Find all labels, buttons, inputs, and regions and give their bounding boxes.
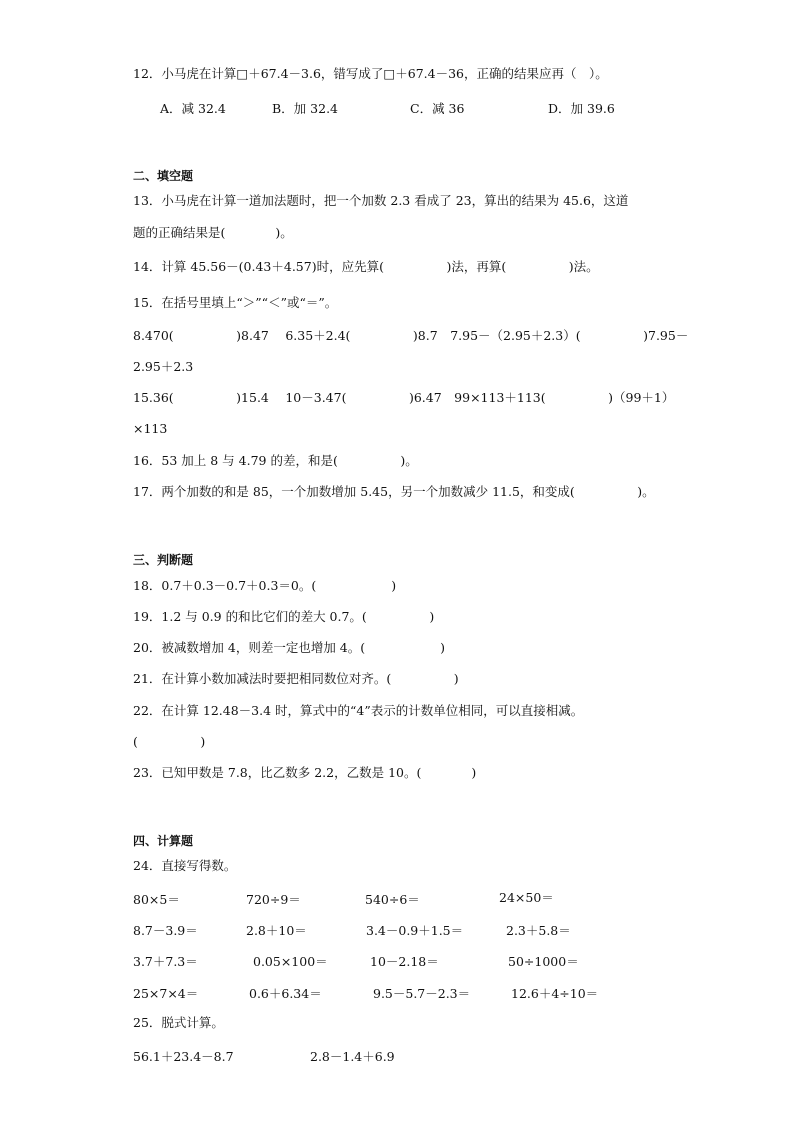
question-13-line2: 题的正确结果是( )。 (133, 225, 293, 240)
q24-item: 10－2.18＝ (370, 954, 439, 969)
q24-item: 80×5＝ (133, 892, 180, 907)
question-16: 16．53 加上 8 与 4.79 的差，和是( )。 (133, 453, 418, 468)
q24-item: 25×7×4＝ (133, 986, 199, 1001)
question-20: 20．被减数增加 4，则差一定也增加 4。( ) (133, 640, 446, 655)
question-22-line1: 22．在计算 12.48－3.4 时，算式中的“4”表示的计数单位相同，可以直接相减。 (133, 703, 584, 718)
question-24-title: 24．直接写得数。 (133, 858, 237, 873)
question-15-row2-cont: ×113 (133, 421, 168, 436)
q12-option-c: C．减 36 (410, 101, 465, 116)
q24-item: 0.6＋6.34＝ (249, 986, 322, 1001)
q24-item: 3.4－0.9＋1.5＝ (366, 923, 464, 938)
q25-item: 56.1＋23.4－8.7 (133, 1049, 234, 1064)
question-12: 12．小马虎在计算□＋67.4－3.6，错写成了□＋67.4－36，正确的结果应再（ ）。 (133, 66, 608, 81)
q24-item: 9.5－5.7－2.3＝ (373, 986, 471, 1001)
q24-item: 8.7－3.9＝ (133, 923, 198, 938)
question-19: 19．1.2 与 0.9 的和比它们的差大 0.7。( ) (133, 609, 435, 624)
q25-item: 2.8－1.4＋6.9 (310, 1049, 395, 1064)
question-15-title: 15．在括号里填上“＞”“＜”或“＝”。 (133, 295, 338, 310)
section-title-judgement: 三、判断题 (133, 553, 194, 567)
question-13-line1: 13．小马虎在计算一道加法题时，把一个加数 2.3 看成了 23，算出的结果为 45.6，这道 (133, 193, 629, 208)
q12-option-b: B．加 32.4 (272, 101, 338, 116)
q24-item: 0.05×100＝ (253, 954, 328, 969)
question-15-row1-cont: 2.95＋2.3 (133, 359, 194, 374)
question-23: 23．已知甲数是 7.8，比乙数多 2.2，乙数是 10。( ) (133, 765, 477, 780)
section-title-calculation: 四、计算题 (133, 834, 194, 848)
q24-item: 720÷9＝ (246, 892, 301, 907)
q12-option-a: A．减 32.4 (160, 101, 226, 116)
question-14: 14．计算 45.56－(0.43＋4.57)时，应先算( )法，再算( )法。 (133, 259, 599, 274)
question-17: 17．两个加数的和是 85，一个加数增加 5.45，另一个加数减少 11.5，和变成( )。 (133, 484, 655, 499)
question-15-row1: 8.470( )8.47 6.35＋2.4( )8.7 7.95－（2.95＋2.3）( )7.95－ (133, 328, 689, 343)
question-25-title: 25．脱式计算。 (133, 1015, 224, 1030)
question-21: 21．在计算小数加减法时要把相同数位对齐。( ) (133, 671, 459, 686)
q24-item: 2.8＋10＝ (246, 923, 307, 938)
q24-item: 2.3＋5.8＝ (506, 923, 571, 938)
question-18: 18．0.7＋0.3－0.7＋0.3＝0。( ) (133, 578, 397, 593)
q24-item: 50÷1000＝ (508, 954, 579, 969)
q24-item: 24×50＝ (499, 890, 554, 905)
q24-item: 540÷6＝ (365, 892, 420, 907)
question-22-line2: ( ) (133, 734, 206, 749)
question-15-row2: 15.36( )15.4 10－3.47( )6.47 99×113＋113( )（99＋1） (133, 390, 675, 405)
q24-item: 12.6＋4÷10＝ (511, 986, 599, 1001)
section-title-fill-blank: 二、填空题 (133, 169, 194, 183)
q12-option-d: D．加 39.6 (548, 101, 615, 116)
q24-item: 3.7＋7.3＝ (133, 954, 198, 969)
